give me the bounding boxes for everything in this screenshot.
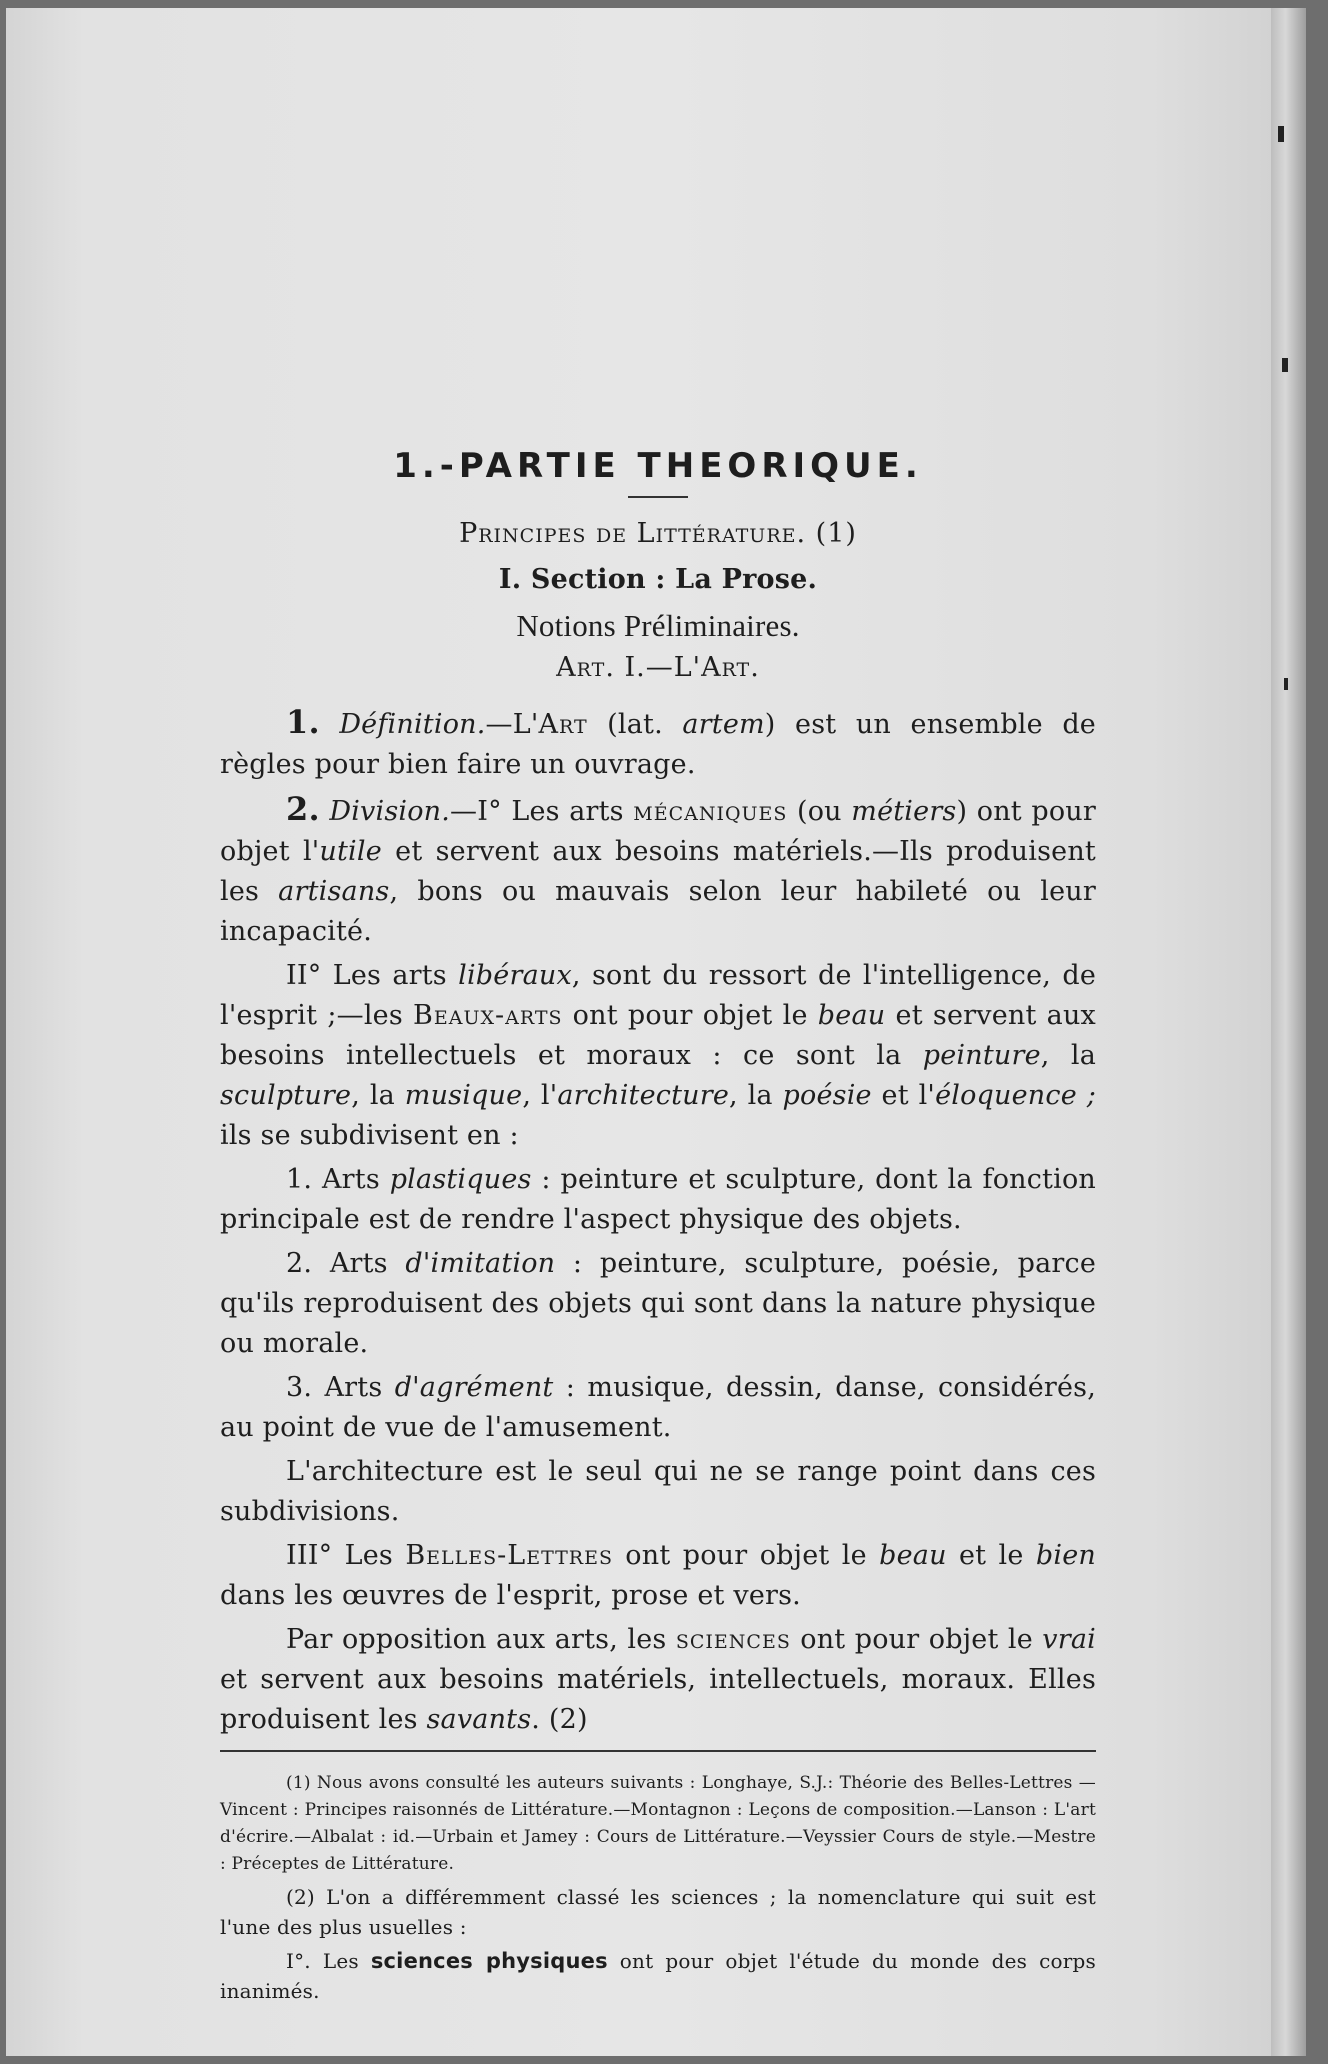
part-title: 1.-PARTIE THEORIQUE. xyxy=(393,446,923,486)
footnotes xyxy=(220,1750,1096,2006)
section-heading: I. Section : La Prose. xyxy=(498,564,818,595)
article-heading: Art. I.—L'Art. xyxy=(556,652,760,683)
paragraph-belles-lettres: III° Les Belles-Lettres ont pour objet le beau et le bien dans les œuvres de l'esprit, prose et vers. xyxy=(220,1540,1096,1611)
margin-mark xyxy=(1278,126,1284,142)
page-content xyxy=(220,428,1096,2010)
list-item: 2. Arts d'imitation : peinture, sculpture, poésie, parce qu'ils reproduisent des objets qui sont dans la nature physique ou morale. xyxy=(220,1248,1097,1359)
paragraph-definition: 1. Définition.—L'Art (lat. artem) est un ensemble de règles pour bien faire un ouvrage. xyxy=(220,703,1096,780)
paragraph-division: 2. Division.—I° Les arts mécaniques (ou métiers) ont pour objet l'utile et servent aux besoins matériels.—Ils produisent les artisans, bons ou mauvais selon leur habileté ou leur incapacité. xyxy=(220,790,1097,947)
paragraph-sciences: Par opposition aux arts, les sciences ont pour objet le vrai et servent aux besoins matériels, intellectuels, moraux. Elles produisent les savants. (2) xyxy=(220,1624,1096,1735)
footnote-1: (1) Nous avons consulté les auteurs suivants : Longhaye, S.J.: Théorie des Belles-Lettres —Vincent : Principes raisonnés de Littérature.—Montagnon : Leçons de composition.—Lanson : L'art d'écrire.—Albalat : id.—Urbain et Jamey : Cours de Littérature.—Veyssier Cours de style.—Mestre : Préceptes de Littérature. xyxy=(220,1773,1096,1874)
footnote-3: I°. Les sciences physiques ont pour objet l'étude du monde des corps inanimés. xyxy=(220,1949,1096,2003)
subtitle: Principes de Littérature. (1) xyxy=(459,518,857,549)
margin-mark xyxy=(1284,678,1288,690)
book-page xyxy=(6,8,1306,2056)
list-item: 1. Arts plastiques : peinture et sculpture, dont la fonction principale est de rendre l'aspect physique des objets. xyxy=(220,1164,1096,1235)
margin-mark xyxy=(1282,358,1288,372)
title-rule xyxy=(628,496,688,498)
list-item: 3. Arts d'agrément : musique, dessin, danse, considérés, au point de vue de l'amusement. xyxy=(220,1372,1097,1443)
footnote-2: (2) L'on a différemment classé les sciences ; la nomenclature qui suit est l'une des plus usuelles : xyxy=(220,1885,1096,1939)
paragraph-architecture: L'architecture est le seul qui ne se range point dans ces subdivisions. xyxy=(220,1456,1096,1527)
notions-heading: Notions Préliminaires. xyxy=(516,608,800,643)
page-edge xyxy=(1271,8,1306,2056)
paragraph-liberal-arts: II° Les arts libéraux, sont du ressort de l'intelligence, de l'esprit ;—les Beaux-arts ont pour objet le beau et servent aux besoins intellectuels et moraux : ce sont la peinture, la sculpture, la musique, l'architecture, la poésie et l'éloquence ; ils se subdivisent en : xyxy=(220,960,1097,1151)
